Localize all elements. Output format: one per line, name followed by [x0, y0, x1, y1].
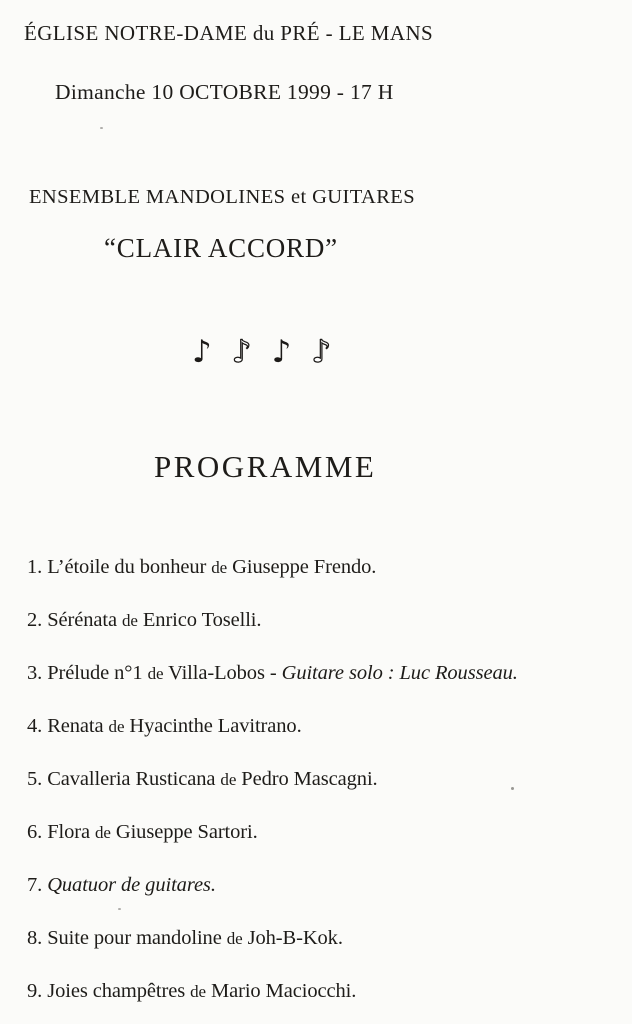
programme-item-segment: de: [122, 611, 138, 630]
eighth-note-icon: ♪: [311, 334, 332, 370]
programme-item: [27, 716, 624, 737]
programme-item: [27, 875, 624, 896]
eighth-note-icon: ♪: [231, 334, 252, 370]
programme-item: [27, 769, 624, 790]
programme-item-segment: 9. Joies champêtres: [27, 980, 191, 1002]
programme-item-segment: de: [220, 770, 237, 789]
programme-item-segment: Joh-B-Kok.: [242, 927, 343, 949]
scan-speck: [118, 908, 121, 910]
music-notes: [192, 332, 331, 372]
programme-item-segment: de: [226, 929, 243, 948]
programme-item-segment: 6. Flora: [27, 821, 95, 843]
programme-item-segment: Giuseppe Frendo.: [227, 556, 377, 578]
programme-item-segment: de: [147, 664, 164, 683]
group-name: “CLAIR ACCORD”: [104, 233, 338, 263]
programme-item: [27, 981, 624, 1002]
event-date: Dimanche 10 OCTOBRE 1999 - 17 H: [55, 80, 394, 104]
eighth-note-icon: ♪: [192, 334, 212, 370]
programme-item-segment: Villa-Lobos -: [163, 662, 282, 684]
programme-item-segment: Enrico Toselli.: [137, 609, 262, 631]
programme-item: [27, 822, 624, 843]
programme-item-segment: 5. Cavalleria Rusticana: [27, 768, 221, 790]
programme-item-segment: de: [108, 717, 125, 736]
programme-item-segment: de: [190, 982, 206, 1001]
programme-item: [27, 557, 624, 578]
programme-item-segment: de: [95, 823, 111, 842]
programme-item-segment: 1. L’étoile du bonheur: [27, 556, 212, 578]
venue-title: ÉGLISE NOTRE-DAME du PRÉ - LE MANS: [24, 21, 434, 45]
programme-item-segment: 2. Sérénata: [27, 609, 122, 631]
eighth-note-icon: ♪: [271, 334, 292, 370]
programme-item: [27, 610, 624, 631]
programme-item: [27, 663, 624, 684]
programme-item-segment: Giuseppe Sartori.: [110, 821, 258, 843]
programme-item-segment: 3. Prélude n°1: [27, 662, 148, 684]
scan-speck: [511, 787, 514, 790]
programme-item-segment: 4. Renata: [27, 715, 109, 737]
programme-item-segment: 8. Suite pour mandoline: [27, 927, 227, 949]
programme-item-segment: Quatuor de guitares.: [47, 874, 216, 896]
scan-speck: [100, 127, 103, 129]
programme-item-segment: Hyacinthe Lavitrano.: [124, 715, 302, 737]
programme-item-segment: 7.: [27, 874, 48, 896]
programme-item-segment: Pedro Mascagni.: [236, 768, 378, 790]
programme-item-segment: Guitare solo : Luc Rousseau.: [281, 662, 518, 684]
programme-title: PROGRAMME: [154, 449, 377, 484]
ensemble-name: ENSEMBLE MANDOLINES et GUITARES: [29, 186, 416, 208]
programme-item-segment: de: [211, 558, 228, 577]
programme-list: [27, 557, 624, 1024]
programme-item-segment: Mario Maciocchi.: [205, 980, 357, 1002]
programme-item: [27, 928, 624, 949]
